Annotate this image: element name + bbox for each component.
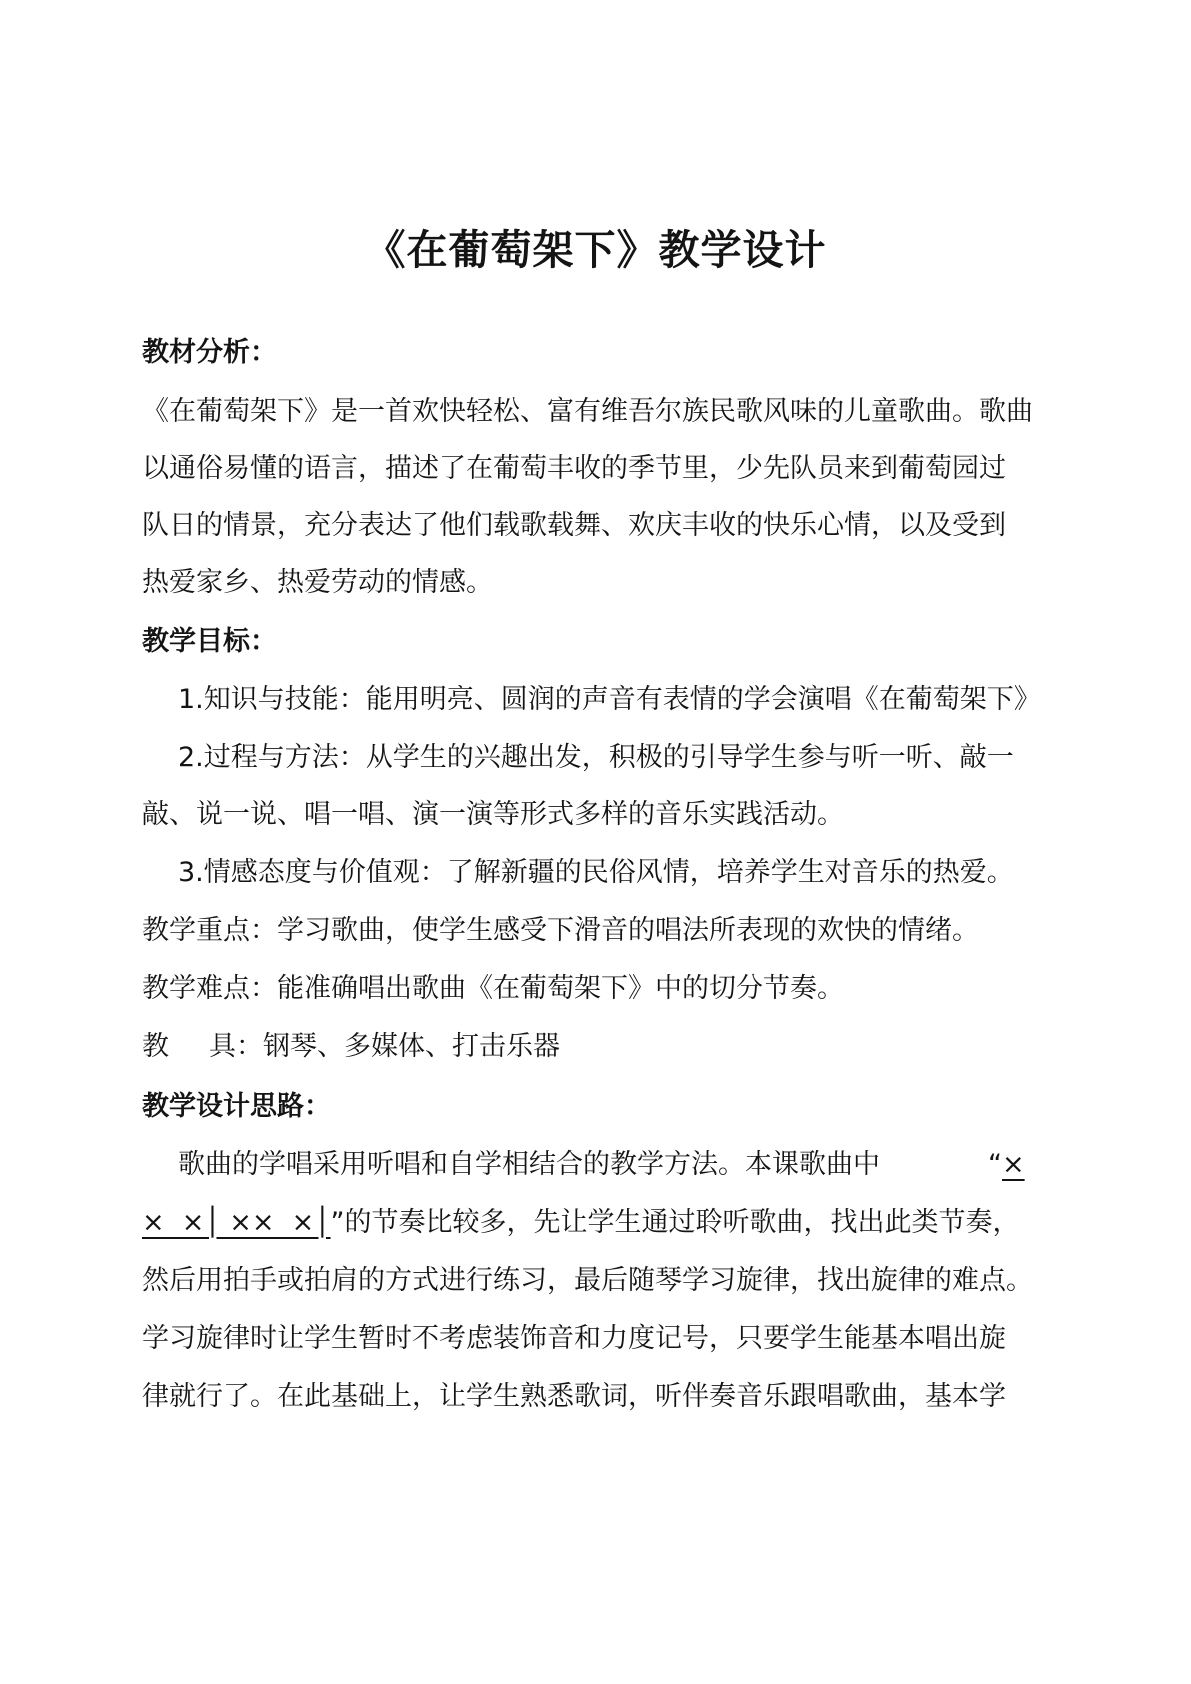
design-line-5: 律就行了。在此基础上，让学生熟悉歌词，听伴奏音乐跟唱歌曲，基本学 [142, 1381, 1006, 1412]
design-line-2 [142, 1203, 1082, 1243]
key-point-text: 教学重点：学习歌曲，使学生感受下滑音的唱法所表现的欢快的情绪。 [142, 915, 979, 946]
design-line-1-text: 歌曲的学唱采用听唱和自学相结合的教学方法。本课歌曲中 [178, 1149, 880, 1180]
goal-item-2-line-2: 敲、说一说、唱一唱、演一演等形式多样的音乐实践活动。 [142, 799, 844, 830]
tools-line [142, 1027, 1082, 1067]
analysis-line-3: 队日的情景，充分表达了他们载歌载舞、欢庆丰收的快乐心情，以及受到 [142, 510, 1006, 541]
open-quote: “ [988, 1149, 1002, 1180]
document-title: 《在葡萄架下》教学设计 [364, 226, 827, 274]
difficulty-text: 教学难点：能准确唱出歌曲《在葡萄架下》中的切分节奏。 [142, 973, 844, 1004]
analysis-line-4: 热爱家乡、热爱劳动的情感。 [142, 567, 493, 598]
tools-label-first: 教 [142, 1031, 169, 1062]
goal-item-2-line-1: 2.过程与方法：从学生的兴趣出发，积极的引导学生参与听一听、敲一 [178, 742, 1014, 773]
section-heading-design: 教学设计思路： [142, 1091, 331, 1122]
section-heading-analysis: 教材分析： [142, 337, 277, 368]
section-heading-goals: 教学目标： [142, 626, 277, 657]
rhythm-note-start: × [1002, 1149, 1025, 1180]
goal-item-1: 1.知识与技能：能用明亮、圆润的声音有表情的学会演唱《在葡萄架下》 [178, 684, 1041, 715]
analysis-line-1: 《在葡萄架下》是一首欢快轻松、富有维吾尔族民歌风味的儿童歌曲。歌曲 [142, 396, 1033, 427]
rhythm-pattern: × ×│ ×× ×│ [142, 1207, 331, 1238]
tools-text: ：钢琴、多媒体、打击乐器 [236, 1031, 560, 1062]
design-line-3: 然后用拍手或拍肩的方式进行练习，最后随琴学习旋律，找出旋律的难点。 [142, 1265, 1033, 1296]
design-line-1 [178, 1145, 1078, 1185]
analysis-line-2: 以通俗易懂的语言，描述了在葡萄丰收的季节里，少先队员来到葡萄园过 [142, 453, 1006, 484]
design-line-2-text: ”的节奏比较多，先让学生通过聆听歌曲，找出此类节奏， [330, 1207, 1020, 1238]
tools-label-second: 具 [209, 1031, 236, 1062]
goal-item-3: 3.情感态度与价值观：了解新疆的民俗风情，培养学生对音乐的热爱。 [178, 857, 1014, 888]
design-line-4: 学习旋律时让学生暂时不考虑装饰音和力度记号，只要学生能基本唱出旋 [142, 1323, 1006, 1354]
